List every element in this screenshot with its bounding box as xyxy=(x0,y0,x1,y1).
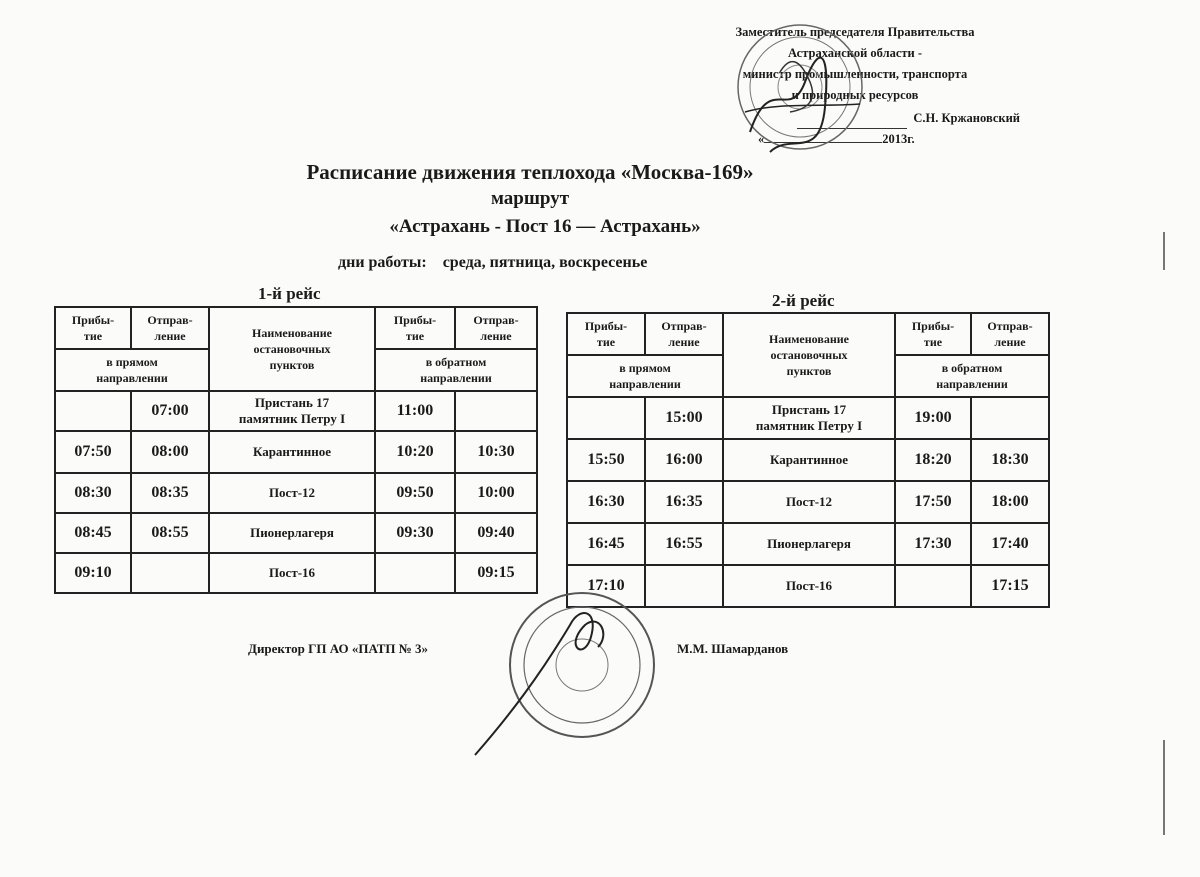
header-stop-name: Наименование остановочных пунктов xyxy=(723,313,895,397)
header-ret-arrival: Прибы- тие xyxy=(895,313,971,355)
cell-ret-arrival: 09:50 xyxy=(375,473,455,513)
director-name: М.М. Шамарданов xyxy=(677,641,789,656)
cell-fwd-arrival: 08:45 xyxy=(55,513,131,553)
approval-signer: С.Н. Кржановский xyxy=(913,111,1020,125)
cell-fwd-arrival: 15:50 xyxy=(567,439,645,481)
cell-stop-name: Пионерлагеря xyxy=(723,523,895,565)
cell-stop-name: Карантинное xyxy=(209,431,375,473)
cell-fwd-arrival: 16:30 xyxy=(567,481,645,523)
cell-ret-arrival: 09:30 xyxy=(375,513,455,553)
schedule-row xyxy=(567,397,1049,439)
route-label: маршрут xyxy=(490,188,570,209)
header-fwd-departure: Отправ- ление xyxy=(131,307,209,349)
schedule-row xyxy=(55,473,537,513)
cell-stop-name: Пост-12 xyxy=(209,473,375,513)
cell-fwd-arrival: 09:10 xyxy=(55,553,131,593)
cell-fwd-arrival xyxy=(567,397,645,439)
cell-fwd-departure: 08:55 xyxy=(131,513,209,553)
cell-fwd-arrival: 08:30 xyxy=(55,473,131,513)
cell-ret-arrival: 10:20 xyxy=(375,431,455,473)
header-return-direction: в обратном направлении xyxy=(895,355,1049,397)
cell-ret-departure: 09:15 xyxy=(455,553,537,593)
approval-line-4: и природных ресурсов xyxy=(791,88,919,102)
cell-fwd-departure: 16:35 xyxy=(645,481,723,523)
approval-line-3: министр промышленности, транспорта xyxy=(742,67,968,81)
operating-days: дни работы: среда, пятница, воскресенье xyxy=(338,254,648,271)
cell-ret-departure: 10:00 xyxy=(455,473,537,513)
approval-line-2: Астраханской области - xyxy=(787,46,923,60)
schedule-row xyxy=(567,439,1049,481)
official-stamp-bottom xyxy=(470,585,670,760)
schedule-row xyxy=(567,523,1049,565)
cell-fwd-departure: 07:00 xyxy=(131,391,209,431)
header-fwd-departure: Отправ- ление xyxy=(645,313,723,355)
schedule-row xyxy=(55,391,537,431)
cell-ret-departure: 18:30 xyxy=(971,439,1049,481)
header-forward-direction: в прямом направлении xyxy=(567,355,723,397)
cell-ret-departure: 10:30 xyxy=(455,431,537,473)
cell-ret-arrival: 18:20 xyxy=(895,439,971,481)
trip-2-label: 2-й рейс xyxy=(772,291,835,310)
cell-stop-name: Пристань 17 памятник Петру I xyxy=(723,397,895,439)
cell-stop-name: Пост-12 xyxy=(723,481,895,523)
cell-fwd-departure: 08:00 xyxy=(131,431,209,473)
approval-line-1: Заместитель председателя Правительства xyxy=(735,25,975,39)
schedule-row xyxy=(567,481,1049,523)
header-forward-direction: в прямом направлении xyxy=(55,349,209,391)
cell-stop-name: Пионерлагеря xyxy=(209,513,375,553)
cell-fwd-departure: 16:00 xyxy=(645,439,723,481)
cell-stop-name: Пост-16 xyxy=(723,565,895,607)
header-fwd-arrival: Прибы- тие xyxy=(55,307,131,349)
cell-ret-arrival: 19:00 xyxy=(895,397,971,439)
cell-ret-departure xyxy=(455,391,537,431)
header-ret-departure: Отправ- ление xyxy=(971,313,1049,355)
cell-ret-arrival: 11:00 xyxy=(375,391,455,431)
schedule-row xyxy=(55,513,537,553)
cell-stop-name: Пристань 17 памятник Петру I xyxy=(209,391,375,431)
date-open-quote: « xyxy=(758,132,765,146)
route-name: «Астрахань - Пост 16 — Астрахань» xyxy=(389,216,701,237)
header-ret-arrival: Прибы- тие xyxy=(375,307,455,349)
schedule-title: Расписание движения теплохода «Москва-169» xyxy=(306,160,754,184)
director-title: Директор ГП АО «ПАТП № 3» xyxy=(248,641,429,656)
cell-fwd-arrival: 17:10 xyxy=(567,565,645,607)
cell-ret-arrival: 17:50 xyxy=(895,481,971,523)
cell-ret-departure: 18:00 xyxy=(971,481,1049,523)
header-ret-departure: Отправ- ление xyxy=(455,307,537,349)
cell-ret-arrival xyxy=(375,553,455,593)
cell-ret-arrival: 17:30 xyxy=(895,523,971,565)
cell-ret-departure: 17:15 xyxy=(971,565,1049,607)
cell-fwd-departure xyxy=(131,553,209,593)
header-return-direction: в обратном направлении xyxy=(375,349,537,391)
cell-ret-departure xyxy=(971,397,1049,439)
trip-2-table xyxy=(566,312,1050,608)
date-year: 2013г. xyxy=(882,132,915,146)
cell-fwd-arrival: 16:45 xyxy=(567,523,645,565)
cell-ret-departure: 17:40 xyxy=(971,523,1049,565)
cell-stop-name: Пост-16 xyxy=(209,553,375,593)
cell-fwd-arrival xyxy=(55,391,131,431)
cell-fwd-departure: 08:35 xyxy=(131,473,209,513)
header-fwd-arrival: Прибы- тие xyxy=(567,313,645,355)
cell-ret-arrival xyxy=(895,565,971,607)
official-stamp-top xyxy=(730,12,870,162)
schedule-row xyxy=(55,553,537,593)
cell-fwd-departure: 16:55 xyxy=(645,523,723,565)
header-stop-name: Наименование остановочных пунктов xyxy=(209,307,375,391)
margin-mark-1 xyxy=(1163,232,1165,270)
cell-stop-name: Карантинное xyxy=(723,439,895,481)
cell-fwd-arrival: 07:50 xyxy=(55,431,131,473)
cell-ret-departure: 09:40 xyxy=(455,513,537,553)
margin-mark-2 xyxy=(1163,740,1165,835)
trip-1-label: 1-й рейс xyxy=(258,284,321,303)
cell-fwd-departure: 15:00 xyxy=(645,397,723,439)
trip-1-table xyxy=(54,306,538,594)
schedule-row xyxy=(55,431,537,473)
